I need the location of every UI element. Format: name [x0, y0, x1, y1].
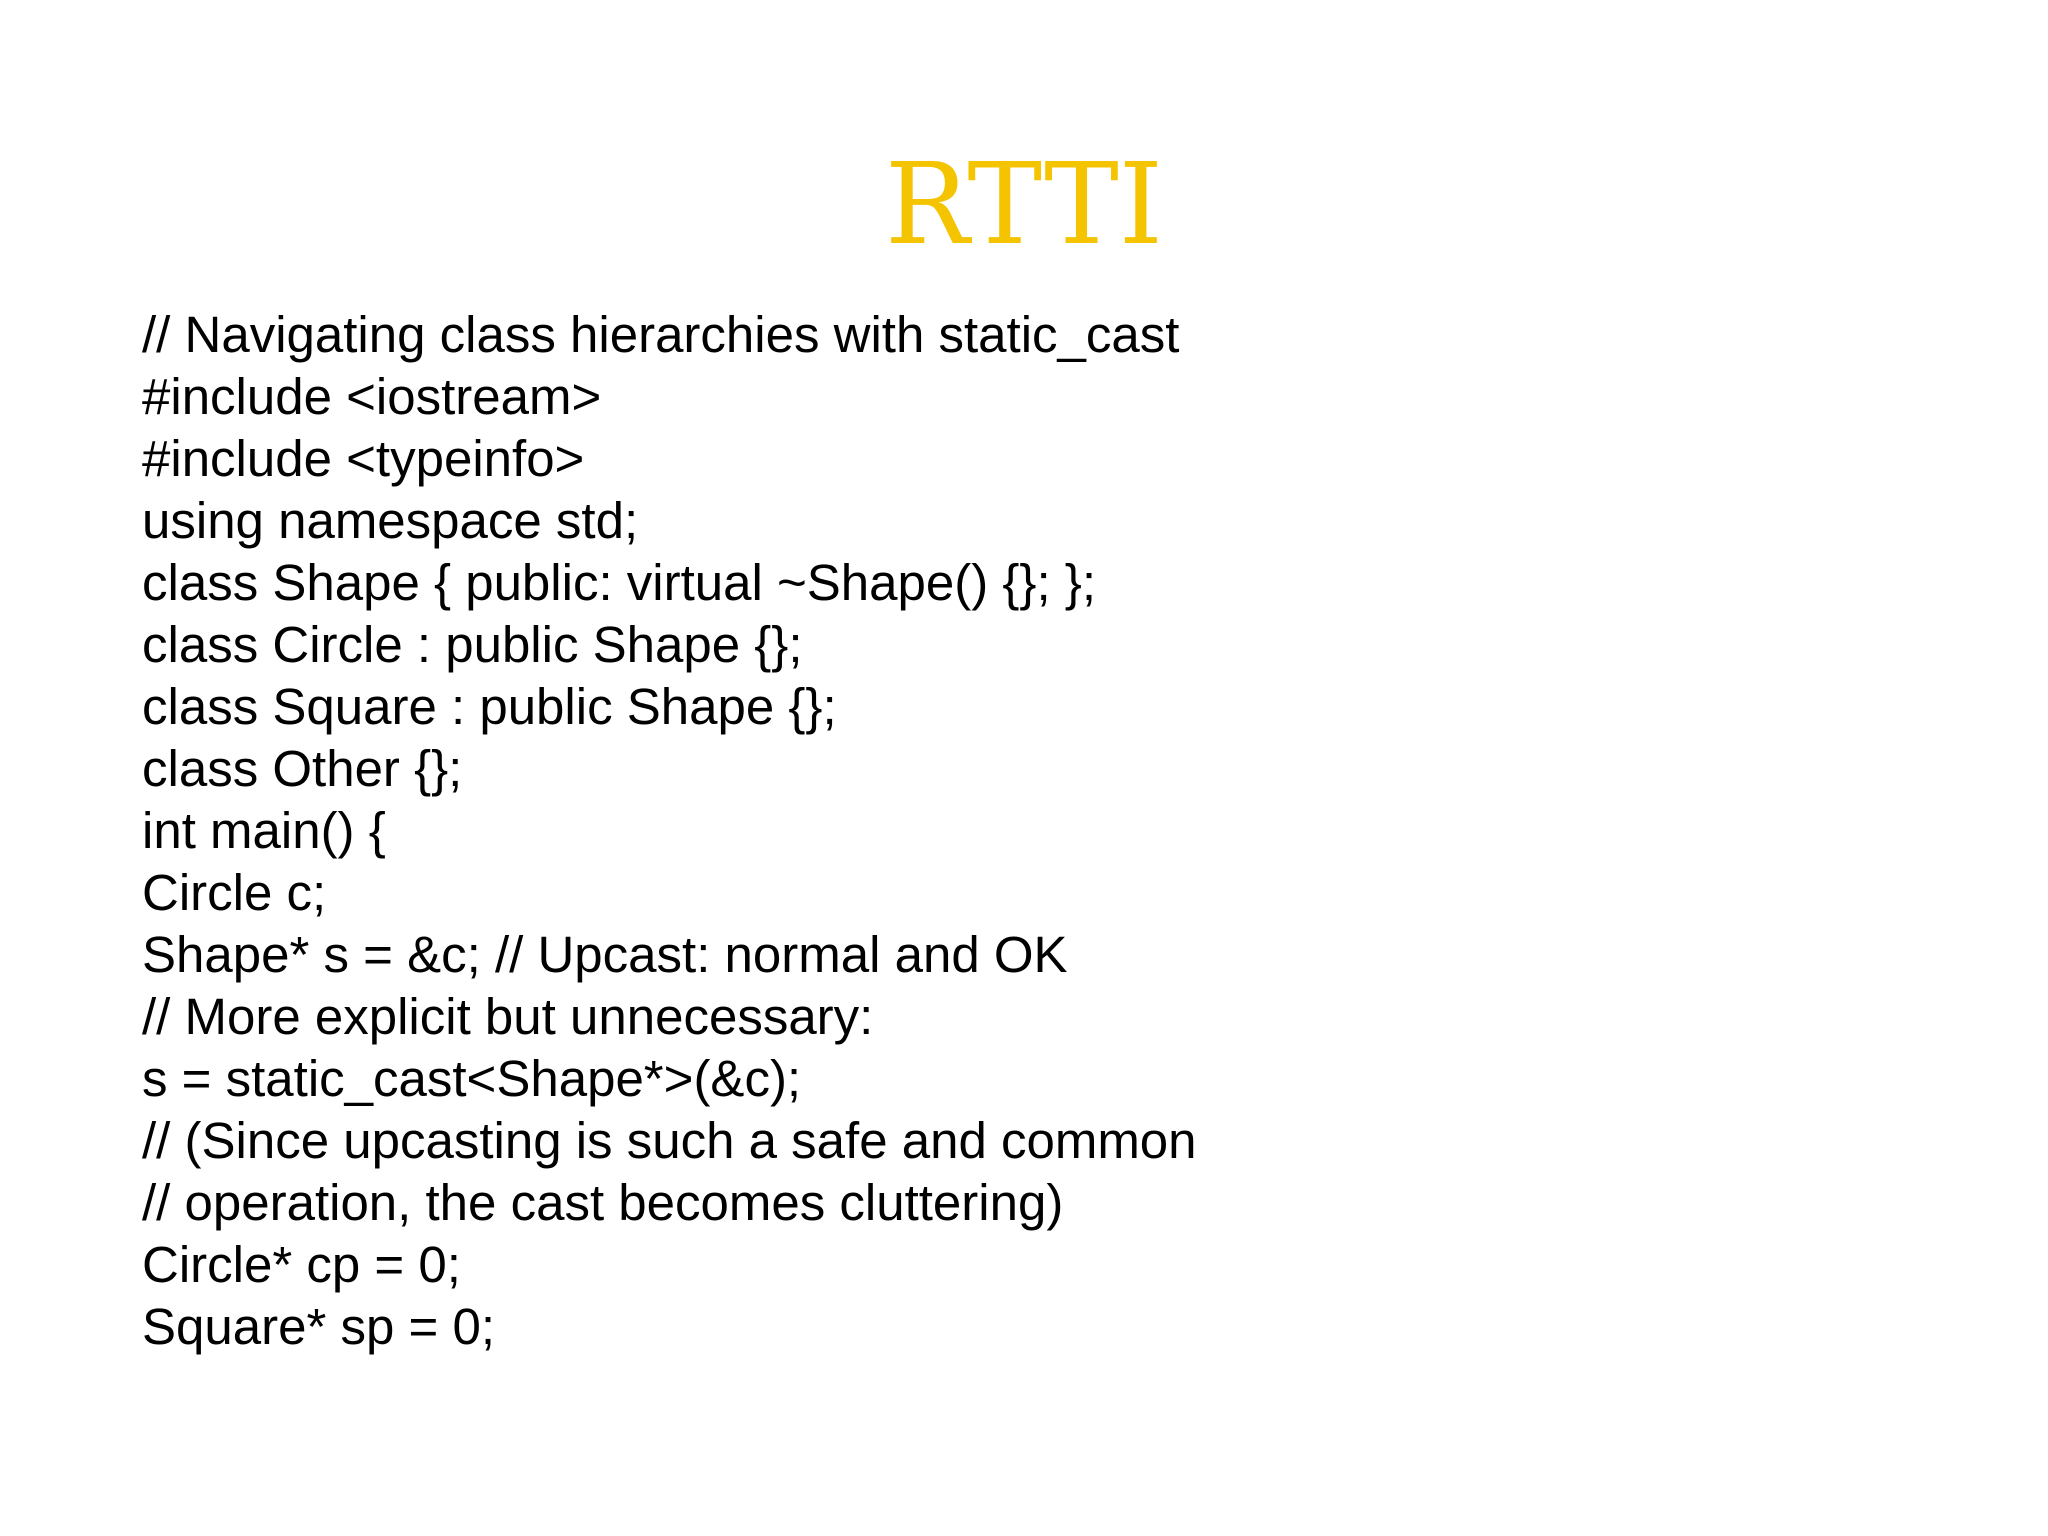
code-line: s = static_cast<Shape*>(&c);	[142, 1050, 802, 1107]
code-line: class Square : public Shape {};	[142, 678, 837, 735]
code-line: class Shape { public: virtual ~Shape() {}; };	[142, 554, 1097, 611]
code-line: using namespace std;	[142, 492, 639, 549]
code-line: class Other {};	[142, 740, 463, 797]
code-line: // (Since upcasting is such a safe and common	[142, 1112, 1197, 1169]
code-line: Shape* s = &c; // Upcast: normal and OK	[142, 926, 1068, 983]
code-listing	[142, 304, 1197, 1358]
code-line: int main() {	[142, 802, 386, 859]
code-line: // operation, the cast becomes cluttering)	[142, 1174, 1064, 1231]
code-line: Square* sp = 0;	[142, 1298, 495, 1355]
slide-title: RTTI	[884, 140, 1164, 270]
code-line: // More explicit but unnecessary:	[142, 988, 874, 1045]
code-line: Circle* cp = 0;	[142, 1236, 461, 1293]
code-line: class Circle : public Shape {};	[142, 616, 803, 673]
code-line: #include <iostream>	[142, 368, 602, 425]
code-line: // Navigating class hierarchies with static_cast	[142, 306, 1180, 363]
code-line: #include <typeinfo>	[142, 430, 585, 487]
code-line: Circle c;	[142, 864, 327, 921]
